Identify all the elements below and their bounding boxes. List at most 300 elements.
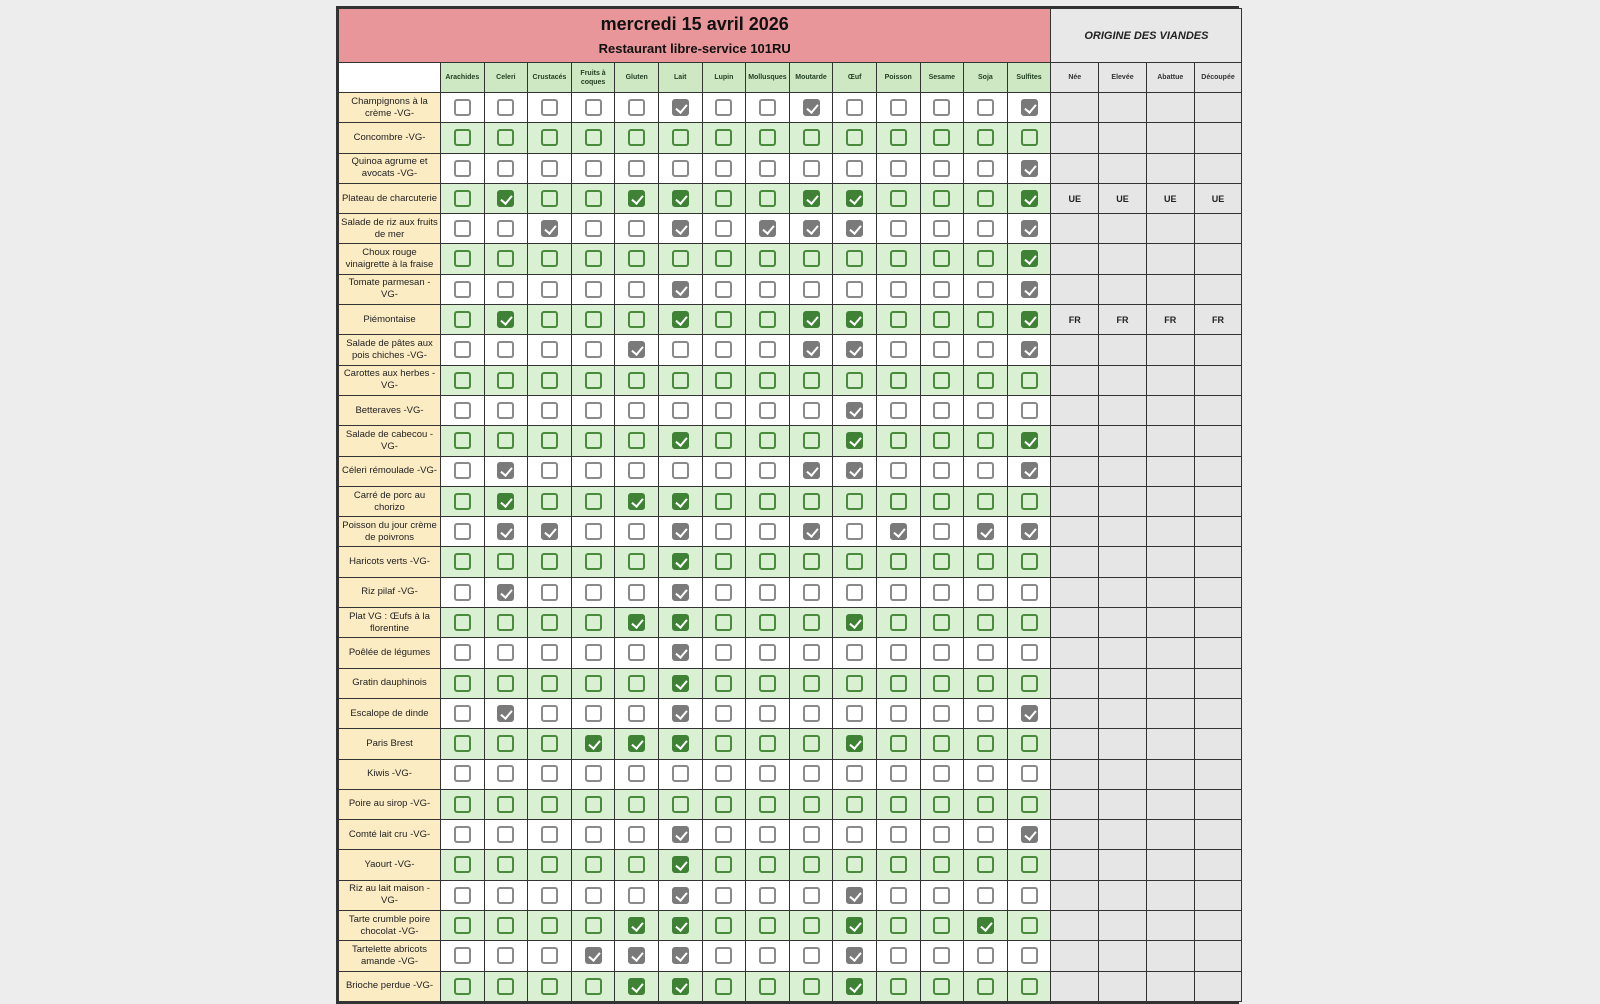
unchecked-checkbox-icon[interactable]: [672, 129, 689, 146]
unchecked-checkbox-icon[interactable]: [715, 523, 732, 540]
unchecked-checkbox-icon[interactable]: [803, 705, 820, 722]
unchecked-checkbox-icon[interactable]: [890, 644, 907, 661]
unchecked-checkbox-icon[interactable]: [628, 584, 645, 601]
unchecked-checkbox-icon[interactable]: [585, 705, 602, 722]
unchecked-checkbox-icon[interactable]: [497, 614, 514, 631]
unchecked-checkbox-icon[interactable]: [672, 402, 689, 419]
unchecked-checkbox-icon[interactable]: [803, 281, 820, 298]
unchecked-checkbox-icon[interactable]: [628, 129, 645, 146]
checked-checkbox-icon[interactable]: [846, 462, 863, 479]
checked-checkbox-icon[interactable]: [672, 99, 689, 116]
unchecked-checkbox-icon[interactable]: [890, 250, 907, 267]
unchecked-checkbox-icon[interactable]: [933, 553, 950, 570]
checked-checkbox-icon[interactable]: [803, 523, 820, 540]
unchecked-checkbox-icon[interactable]: [759, 705, 776, 722]
unchecked-checkbox-icon[interactable]: [454, 129, 471, 146]
unchecked-checkbox-icon[interactable]: [541, 462, 558, 479]
checked-checkbox-icon[interactable]: [672, 281, 689, 298]
unchecked-checkbox-icon[interactable]: [454, 553, 471, 570]
unchecked-checkbox-icon[interactable]: [497, 250, 514, 267]
unchecked-checkbox-icon[interactable]: [454, 99, 471, 116]
unchecked-checkbox-icon[interactable]: [933, 644, 950, 661]
unchecked-checkbox-icon[interactable]: [454, 432, 471, 449]
checked-checkbox-icon[interactable]: [672, 553, 689, 570]
unchecked-checkbox-icon[interactable]: [977, 735, 994, 752]
checked-checkbox-icon[interactable]: [672, 947, 689, 964]
unchecked-checkbox-icon[interactable]: [628, 250, 645, 267]
checked-checkbox-icon[interactable]: [541, 220, 558, 237]
unchecked-checkbox-icon[interactable]: [1021, 796, 1038, 813]
unchecked-checkbox-icon[interactable]: [585, 765, 602, 782]
unchecked-checkbox-icon[interactable]: [585, 978, 602, 995]
unchecked-checkbox-icon[interactable]: [933, 978, 950, 995]
unchecked-checkbox-icon[interactable]: [454, 978, 471, 995]
checked-checkbox-icon[interactable]: [628, 341, 645, 358]
unchecked-checkbox-icon[interactable]: [803, 584, 820, 601]
unchecked-checkbox-icon[interactable]: [541, 675, 558, 692]
unchecked-checkbox-icon[interactable]: [454, 675, 471, 692]
unchecked-checkbox-icon[interactable]: [759, 978, 776, 995]
unchecked-checkbox-icon[interactable]: [977, 856, 994, 873]
checked-checkbox-icon[interactable]: [672, 917, 689, 934]
unchecked-checkbox-icon[interactable]: [803, 978, 820, 995]
unchecked-checkbox-icon[interactable]: [541, 705, 558, 722]
unchecked-checkbox-icon[interactable]: [628, 826, 645, 843]
unchecked-checkbox-icon[interactable]: [933, 311, 950, 328]
unchecked-checkbox-icon[interactable]: [933, 523, 950, 540]
unchecked-checkbox-icon[interactable]: [759, 493, 776, 510]
unchecked-checkbox-icon[interactable]: [759, 675, 776, 692]
unchecked-checkbox-icon[interactable]: [1021, 644, 1038, 661]
unchecked-checkbox-icon[interactable]: [803, 765, 820, 782]
unchecked-checkbox-icon[interactable]: [933, 281, 950, 298]
checked-checkbox-icon[interactable]: [1021, 523, 1038, 540]
unchecked-checkbox-icon[interactable]: [890, 99, 907, 116]
unchecked-checkbox-icon[interactable]: [977, 341, 994, 358]
unchecked-checkbox-icon[interactable]: [497, 402, 514, 419]
unchecked-checkbox-icon[interactable]: [497, 99, 514, 116]
unchecked-checkbox-icon[interactable]: [454, 341, 471, 358]
checked-checkbox-icon[interactable]: [1021, 311, 1038, 328]
checked-checkbox-icon[interactable]: [672, 190, 689, 207]
unchecked-checkbox-icon[interactable]: [977, 978, 994, 995]
checked-checkbox-icon[interactable]: [1021, 826, 1038, 843]
unchecked-checkbox-icon[interactable]: [585, 553, 602, 570]
unchecked-checkbox-icon[interactable]: [497, 796, 514, 813]
unchecked-checkbox-icon[interactable]: [497, 887, 514, 904]
unchecked-checkbox-icon[interactable]: [715, 796, 732, 813]
unchecked-checkbox-icon[interactable]: [759, 372, 776, 389]
unchecked-checkbox-icon[interactable]: [715, 644, 732, 661]
unchecked-checkbox-icon[interactable]: [1021, 947, 1038, 964]
unchecked-checkbox-icon[interactable]: [585, 402, 602, 419]
unchecked-checkbox-icon[interactable]: [585, 190, 602, 207]
unchecked-checkbox-icon[interactable]: [803, 735, 820, 752]
unchecked-checkbox-icon[interactable]: [715, 826, 732, 843]
unchecked-checkbox-icon[interactable]: [803, 250, 820, 267]
unchecked-checkbox-icon[interactable]: [541, 887, 558, 904]
unchecked-checkbox-icon[interactable]: [759, 99, 776, 116]
unchecked-checkbox-icon[interactable]: [1021, 493, 1038, 510]
unchecked-checkbox-icon[interactable]: [759, 614, 776, 631]
unchecked-checkbox-icon[interactable]: [1021, 887, 1038, 904]
unchecked-checkbox-icon[interactable]: [672, 796, 689, 813]
checked-checkbox-icon[interactable]: [1021, 432, 1038, 449]
checked-checkbox-icon[interactable]: [497, 311, 514, 328]
unchecked-checkbox-icon[interactable]: [759, 856, 776, 873]
unchecked-checkbox-icon[interactable]: [977, 432, 994, 449]
unchecked-checkbox-icon[interactable]: [759, 402, 776, 419]
unchecked-checkbox-icon[interactable]: [454, 705, 471, 722]
unchecked-checkbox-icon[interactable]: [890, 341, 907, 358]
unchecked-checkbox-icon[interactable]: [628, 220, 645, 237]
unchecked-checkbox-icon[interactable]: [585, 614, 602, 631]
unchecked-checkbox-icon[interactable]: [715, 553, 732, 570]
unchecked-checkbox-icon[interactable]: [715, 129, 732, 146]
unchecked-checkbox-icon[interactable]: [541, 402, 558, 419]
checked-checkbox-icon[interactable]: [672, 523, 689, 540]
unchecked-checkbox-icon[interactable]: [890, 311, 907, 328]
unchecked-checkbox-icon[interactable]: [715, 856, 732, 873]
unchecked-checkbox-icon[interactable]: [541, 765, 558, 782]
unchecked-checkbox-icon[interactable]: [803, 947, 820, 964]
unchecked-checkbox-icon[interactable]: [541, 796, 558, 813]
unchecked-checkbox-icon[interactable]: [803, 796, 820, 813]
unchecked-checkbox-icon[interactable]: [541, 311, 558, 328]
unchecked-checkbox-icon[interactable]: [977, 462, 994, 479]
unchecked-checkbox-icon[interactable]: [497, 372, 514, 389]
unchecked-checkbox-icon[interactable]: [846, 796, 863, 813]
unchecked-checkbox-icon[interactable]: [497, 160, 514, 177]
unchecked-checkbox-icon[interactable]: [715, 493, 732, 510]
checked-checkbox-icon[interactable]: [803, 341, 820, 358]
unchecked-checkbox-icon[interactable]: [933, 493, 950, 510]
unchecked-checkbox-icon[interactable]: [454, 917, 471, 934]
unchecked-checkbox-icon[interactable]: [497, 341, 514, 358]
checked-checkbox-icon[interactable]: [1021, 281, 1038, 298]
unchecked-checkbox-icon[interactable]: [977, 553, 994, 570]
unchecked-checkbox-icon[interactable]: [497, 765, 514, 782]
unchecked-checkbox-icon[interactable]: [933, 250, 950, 267]
unchecked-checkbox-icon[interactable]: [933, 402, 950, 419]
unchecked-checkbox-icon[interactable]: [977, 765, 994, 782]
unchecked-checkbox-icon[interactable]: [890, 735, 907, 752]
unchecked-checkbox-icon[interactable]: [933, 99, 950, 116]
checked-checkbox-icon[interactable]: [846, 432, 863, 449]
unchecked-checkbox-icon[interactable]: [454, 250, 471, 267]
unchecked-checkbox-icon[interactable]: [759, 523, 776, 540]
unchecked-checkbox-icon[interactable]: [497, 675, 514, 692]
unchecked-checkbox-icon[interactable]: [759, 281, 776, 298]
unchecked-checkbox-icon[interactable]: [628, 553, 645, 570]
checked-checkbox-icon[interactable]: [672, 584, 689, 601]
unchecked-checkbox-icon[interactable]: [497, 978, 514, 995]
unchecked-checkbox-icon[interactable]: [454, 644, 471, 661]
unchecked-checkbox-icon[interactable]: [977, 190, 994, 207]
checked-checkbox-icon[interactable]: [497, 584, 514, 601]
unchecked-checkbox-icon[interactable]: [454, 311, 471, 328]
checked-checkbox-icon[interactable]: [977, 917, 994, 934]
unchecked-checkbox-icon[interactable]: [759, 584, 776, 601]
unchecked-checkbox-icon[interactable]: [497, 735, 514, 752]
unchecked-checkbox-icon[interactable]: [803, 372, 820, 389]
unchecked-checkbox-icon[interactable]: [977, 887, 994, 904]
unchecked-checkbox-icon[interactable]: [933, 796, 950, 813]
unchecked-checkbox-icon[interactable]: [672, 341, 689, 358]
unchecked-checkbox-icon[interactable]: [715, 978, 732, 995]
unchecked-checkbox-icon[interactable]: [933, 220, 950, 237]
unchecked-checkbox-icon[interactable]: [541, 826, 558, 843]
unchecked-checkbox-icon[interactable]: [846, 493, 863, 510]
unchecked-checkbox-icon[interactable]: [1021, 978, 1038, 995]
unchecked-checkbox-icon[interactable]: [1021, 372, 1038, 389]
checked-checkbox-icon[interactable]: [1021, 160, 1038, 177]
unchecked-checkbox-icon[interactable]: [1021, 856, 1038, 873]
unchecked-checkbox-icon[interactable]: [1021, 614, 1038, 631]
checked-checkbox-icon[interactable]: [846, 917, 863, 934]
unchecked-checkbox-icon[interactable]: [803, 917, 820, 934]
unchecked-checkbox-icon[interactable]: [803, 553, 820, 570]
unchecked-checkbox-icon[interactable]: [933, 705, 950, 722]
unchecked-checkbox-icon[interactable]: [585, 129, 602, 146]
unchecked-checkbox-icon[interactable]: [628, 372, 645, 389]
checked-checkbox-icon[interactable]: [628, 493, 645, 510]
checked-checkbox-icon[interactable]: [672, 644, 689, 661]
unchecked-checkbox-icon[interactable]: [454, 765, 471, 782]
unchecked-checkbox-icon[interactable]: [977, 826, 994, 843]
checked-checkbox-icon[interactable]: [672, 735, 689, 752]
unchecked-checkbox-icon[interactable]: [541, 250, 558, 267]
unchecked-checkbox-icon[interactable]: [933, 675, 950, 692]
unchecked-checkbox-icon[interactable]: [933, 372, 950, 389]
unchecked-checkbox-icon[interactable]: [890, 493, 907, 510]
checked-checkbox-icon[interactable]: [672, 675, 689, 692]
unchecked-checkbox-icon[interactable]: [1021, 553, 1038, 570]
unchecked-checkbox-icon[interactable]: [454, 220, 471, 237]
checked-checkbox-icon[interactable]: [1021, 99, 1038, 116]
checked-checkbox-icon[interactable]: [497, 190, 514, 207]
unchecked-checkbox-icon[interactable]: [759, 311, 776, 328]
checked-checkbox-icon[interactable]: [1021, 341, 1038, 358]
unchecked-checkbox-icon[interactable]: [1021, 129, 1038, 146]
unchecked-checkbox-icon[interactable]: [759, 160, 776, 177]
unchecked-checkbox-icon[interactable]: [846, 826, 863, 843]
unchecked-checkbox-icon[interactable]: [715, 311, 732, 328]
unchecked-checkbox-icon[interactable]: [541, 281, 558, 298]
unchecked-checkbox-icon[interactable]: [628, 887, 645, 904]
unchecked-checkbox-icon[interactable]: [497, 432, 514, 449]
unchecked-checkbox-icon[interactable]: [977, 705, 994, 722]
unchecked-checkbox-icon[interactable]: [759, 341, 776, 358]
unchecked-checkbox-icon[interactable]: [585, 493, 602, 510]
unchecked-checkbox-icon[interactable]: [715, 160, 732, 177]
unchecked-checkbox-icon[interactable]: [977, 220, 994, 237]
unchecked-checkbox-icon[interactable]: [933, 462, 950, 479]
unchecked-checkbox-icon[interactable]: [715, 765, 732, 782]
unchecked-checkbox-icon[interactable]: [977, 947, 994, 964]
unchecked-checkbox-icon[interactable]: [759, 129, 776, 146]
unchecked-checkbox-icon[interactable]: [759, 462, 776, 479]
unchecked-checkbox-icon[interactable]: [803, 129, 820, 146]
unchecked-checkbox-icon[interactable]: [715, 281, 732, 298]
unchecked-checkbox-icon[interactable]: [497, 856, 514, 873]
unchecked-checkbox-icon[interactable]: [890, 129, 907, 146]
checked-checkbox-icon[interactable]: [846, 947, 863, 964]
unchecked-checkbox-icon[interactable]: [933, 160, 950, 177]
unchecked-checkbox-icon[interactable]: [715, 99, 732, 116]
unchecked-checkbox-icon[interactable]: [715, 675, 732, 692]
unchecked-checkbox-icon[interactable]: [497, 553, 514, 570]
unchecked-checkbox-icon[interactable]: [890, 553, 907, 570]
unchecked-checkbox-icon[interactable]: [977, 129, 994, 146]
unchecked-checkbox-icon[interactable]: [933, 947, 950, 964]
checked-checkbox-icon[interactable]: [803, 462, 820, 479]
checked-checkbox-icon[interactable]: [497, 705, 514, 722]
checked-checkbox-icon[interactable]: [846, 978, 863, 995]
checked-checkbox-icon[interactable]: [672, 856, 689, 873]
unchecked-checkbox-icon[interactable]: [541, 735, 558, 752]
unchecked-checkbox-icon[interactable]: [803, 402, 820, 419]
unchecked-checkbox-icon[interactable]: [497, 129, 514, 146]
checked-checkbox-icon[interactable]: [585, 735, 602, 752]
unchecked-checkbox-icon[interactable]: [890, 978, 907, 995]
unchecked-checkbox-icon[interactable]: [672, 462, 689, 479]
checked-checkbox-icon[interactable]: [541, 523, 558, 540]
unchecked-checkbox-icon[interactable]: [454, 856, 471, 873]
unchecked-checkbox-icon[interactable]: [890, 432, 907, 449]
checked-checkbox-icon[interactable]: [628, 735, 645, 752]
unchecked-checkbox-icon[interactable]: [1021, 735, 1038, 752]
unchecked-checkbox-icon[interactable]: [585, 160, 602, 177]
unchecked-checkbox-icon[interactable]: [890, 705, 907, 722]
unchecked-checkbox-icon[interactable]: [454, 584, 471, 601]
unchecked-checkbox-icon[interactable]: [628, 432, 645, 449]
unchecked-checkbox-icon[interactable]: [541, 160, 558, 177]
unchecked-checkbox-icon[interactable]: [585, 99, 602, 116]
unchecked-checkbox-icon[interactable]: [803, 493, 820, 510]
unchecked-checkbox-icon[interactable]: [890, 160, 907, 177]
unchecked-checkbox-icon[interactable]: [715, 250, 732, 267]
unchecked-checkbox-icon[interactable]: [628, 311, 645, 328]
checked-checkbox-icon[interactable]: [672, 614, 689, 631]
unchecked-checkbox-icon[interactable]: [454, 614, 471, 631]
unchecked-checkbox-icon[interactable]: [933, 584, 950, 601]
unchecked-checkbox-icon[interactable]: [759, 644, 776, 661]
unchecked-checkbox-icon[interactable]: [933, 614, 950, 631]
unchecked-checkbox-icon[interactable]: [541, 644, 558, 661]
unchecked-checkbox-icon[interactable]: [715, 917, 732, 934]
checked-checkbox-icon[interactable]: [1021, 220, 1038, 237]
unchecked-checkbox-icon[interactable]: [1021, 765, 1038, 782]
unchecked-checkbox-icon[interactable]: [759, 796, 776, 813]
unchecked-checkbox-icon[interactable]: [541, 341, 558, 358]
unchecked-checkbox-icon[interactable]: [454, 402, 471, 419]
unchecked-checkbox-icon[interactable]: [715, 341, 732, 358]
unchecked-checkbox-icon[interactable]: [759, 735, 776, 752]
unchecked-checkbox-icon[interactable]: [1021, 584, 1038, 601]
unchecked-checkbox-icon[interactable]: [628, 160, 645, 177]
unchecked-checkbox-icon[interactable]: [715, 614, 732, 631]
unchecked-checkbox-icon[interactable]: [628, 705, 645, 722]
unchecked-checkbox-icon[interactable]: [497, 917, 514, 934]
checked-checkbox-icon[interactable]: [628, 947, 645, 964]
unchecked-checkbox-icon[interactable]: [890, 281, 907, 298]
unchecked-checkbox-icon[interactable]: [585, 311, 602, 328]
unchecked-checkbox-icon[interactable]: [541, 947, 558, 964]
checked-checkbox-icon[interactable]: [803, 311, 820, 328]
unchecked-checkbox-icon[interactable]: [803, 160, 820, 177]
unchecked-checkbox-icon[interactable]: [497, 644, 514, 661]
unchecked-checkbox-icon[interactable]: [672, 372, 689, 389]
checked-checkbox-icon[interactable]: [628, 190, 645, 207]
checked-checkbox-icon[interactable]: [672, 432, 689, 449]
unchecked-checkbox-icon[interactable]: [890, 190, 907, 207]
unchecked-checkbox-icon[interactable]: [933, 432, 950, 449]
unchecked-checkbox-icon[interactable]: [715, 705, 732, 722]
unchecked-checkbox-icon[interactable]: [454, 372, 471, 389]
unchecked-checkbox-icon[interactable]: [803, 644, 820, 661]
checked-checkbox-icon[interactable]: [846, 311, 863, 328]
unchecked-checkbox-icon[interactable]: [890, 372, 907, 389]
unchecked-checkbox-icon[interactable]: [628, 856, 645, 873]
unchecked-checkbox-icon[interactable]: [977, 584, 994, 601]
unchecked-checkbox-icon[interactable]: [628, 675, 645, 692]
checked-checkbox-icon[interactable]: [672, 705, 689, 722]
checked-checkbox-icon[interactable]: [672, 826, 689, 843]
unchecked-checkbox-icon[interactable]: [585, 220, 602, 237]
unchecked-checkbox-icon[interactable]: [977, 614, 994, 631]
unchecked-checkbox-icon[interactable]: [672, 160, 689, 177]
unchecked-checkbox-icon[interactable]: [977, 796, 994, 813]
unchecked-checkbox-icon[interactable]: [890, 675, 907, 692]
unchecked-checkbox-icon[interactable]: [585, 887, 602, 904]
unchecked-checkbox-icon[interactable]: [541, 978, 558, 995]
unchecked-checkbox-icon[interactable]: [846, 250, 863, 267]
checked-checkbox-icon[interactable]: [672, 978, 689, 995]
unchecked-checkbox-icon[interactable]: [977, 311, 994, 328]
checked-checkbox-icon[interactable]: [1021, 190, 1038, 207]
unchecked-checkbox-icon[interactable]: [585, 523, 602, 540]
unchecked-checkbox-icon[interactable]: [890, 765, 907, 782]
unchecked-checkbox-icon[interactable]: [541, 553, 558, 570]
unchecked-checkbox-icon[interactable]: [759, 190, 776, 207]
unchecked-checkbox-icon[interactable]: [977, 99, 994, 116]
unchecked-checkbox-icon[interactable]: [541, 129, 558, 146]
unchecked-checkbox-icon[interactable]: [846, 705, 863, 722]
checked-checkbox-icon[interactable]: [628, 614, 645, 631]
unchecked-checkbox-icon[interactable]: [1021, 917, 1038, 934]
checked-checkbox-icon[interactable]: [803, 220, 820, 237]
unchecked-checkbox-icon[interactable]: [977, 160, 994, 177]
unchecked-checkbox-icon[interactable]: [890, 917, 907, 934]
unchecked-checkbox-icon[interactable]: [803, 826, 820, 843]
unchecked-checkbox-icon[interactable]: [628, 644, 645, 661]
checked-checkbox-icon[interactable]: [497, 523, 514, 540]
unchecked-checkbox-icon[interactable]: [1021, 675, 1038, 692]
unchecked-checkbox-icon[interactable]: [759, 887, 776, 904]
checked-checkbox-icon[interactable]: [672, 311, 689, 328]
unchecked-checkbox-icon[interactable]: [454, 281, 471, 298]
unchecked-checkbox-icon[interactable]: [890, 584, 907, 601]
checked-checkbox-icon[interactable]: [497, 493, 514, 510]
checked-checkbox-icon[interactable]: [803, 99, 820, 116]
unchecked-checkbox-icon[interactable]: [454, 887, 471, 904]
unchecked-checkbox-icon[interactable]: [933, 856, 950, 873]
checked-checkbox-icon[interactable]: [1021, 705, 1038, 722]
unchecked-checkbox-icon[interactable]: [759, 250, 776, 267]
unchecked-checkbox-icon[interactable]: [715, 735, 732, 752]
unchecked-checkbox-icon[interactable]: [933, 917, 950, 934]
